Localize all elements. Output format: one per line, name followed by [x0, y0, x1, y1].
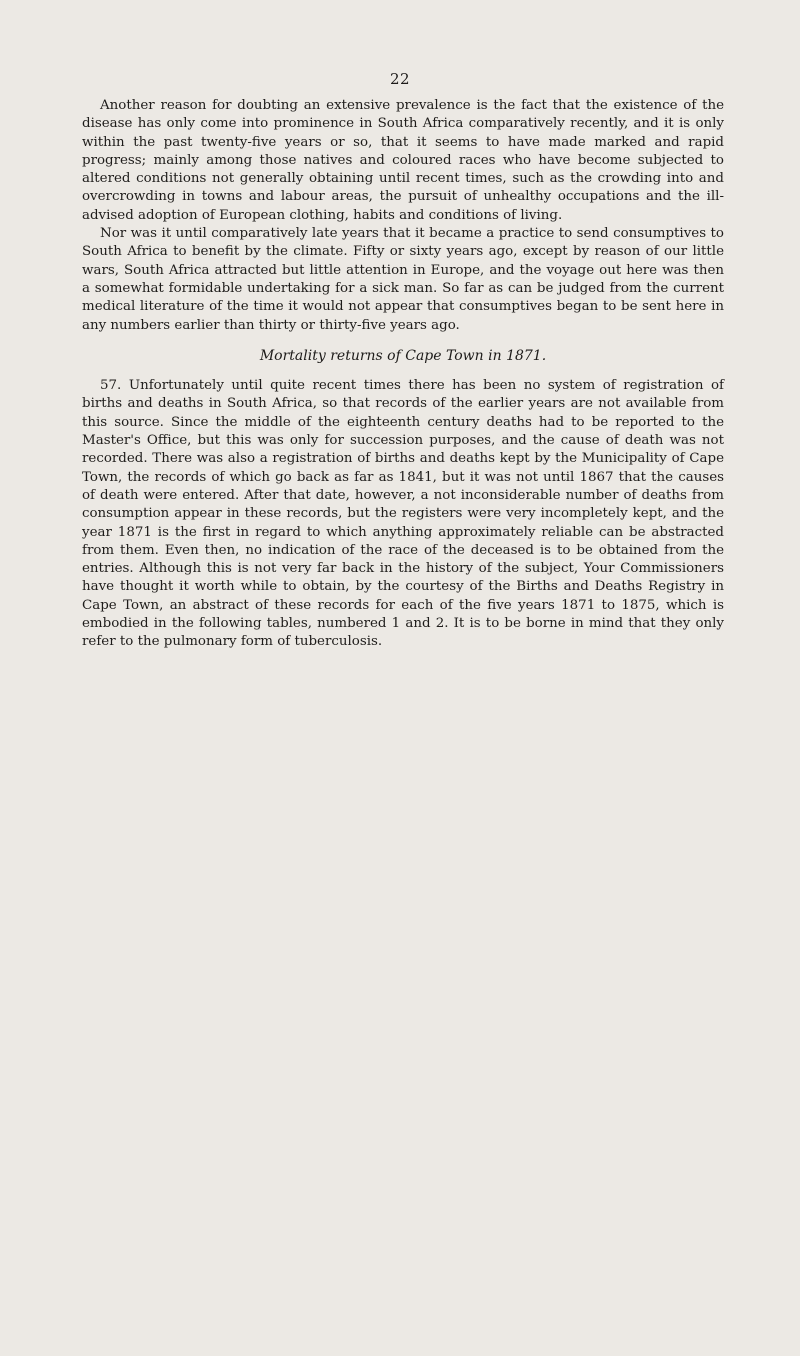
- paragraph-prevalence: Another reason for doubting an extensive prevalence is the fact that the existence of the disease has only come into prominence in South Africa comparatively recently, and it is only within the past twenty-five years or so, that it seems to have made marked and rapid progress; mainly among those natives and coloured races who have become subjected to altered conditions not generally obtaining until recent times, such as the crowding into and overcrowding in towns and labour areas, the pursuit of unhealthy occupations and the ill-advised adoption of European clothing, habits and conditions of living.: [82, 98, 724, 223]
- body-text: [82, 97, 724, 652]
- paragraph-consumptives: Nor was it until comparatively late years that it became a practice to send consumptives to South Africa to benefit by the climate. Fifty or sixty years ago, except by reason of our little wars, South Africa attracted but little attention in Europe, and the voyage out here was then a somewhat formidable undertaking for a sick man. So far as can be judged from the current medical literature of the time it would not appear that consumptives began to be sent here in any numbers earlier than thirty or thirty-five years ago.: [82, 226, 724, 333]
- paragraph-57-registration: 57. Unfortunately until quite recent times there has been no system of registration of births and deaths in South Africa, so that records of the earlier years are not available from this source. Since the middle of the eighteenth century deaths had to be reported to the Master's Office, but this was only for succession purposes, and the cause of death was not recorded. There was also a registration of births and deaths kept by the Municipality of Cape Town, the records of which go back as far as 1841, but it was not until 1867 that the causes of death were entered. After that date, however, a not inconsiderable number of deaths from consumption appear in these records, but the registers were very incompletely kept, and the year 1871 is the first in regard to which anything approximately reliable can be abstracted from them. Even then, no indication of the race of the deceased is to be obtained from the entries. Although this is not very far back in the history of the subject, Your Commissioners have thought it worth while to obtain, by the courtesy of the Births and Deaths Registry in Cape Town, an abstract of these records for each of the five years 1871 to 1875, which is embodied in the following tables, numbered 1 and 2. It is to be borne in mind that they only refer to the pulmonary form of tuberculosis.: [82, 378, 724, 650]
- section-heading: Mortality returns of Cape Town in 1871.: [259, 347, 547, 364]
- page-number: 22: [389, 70, 411, 88]
